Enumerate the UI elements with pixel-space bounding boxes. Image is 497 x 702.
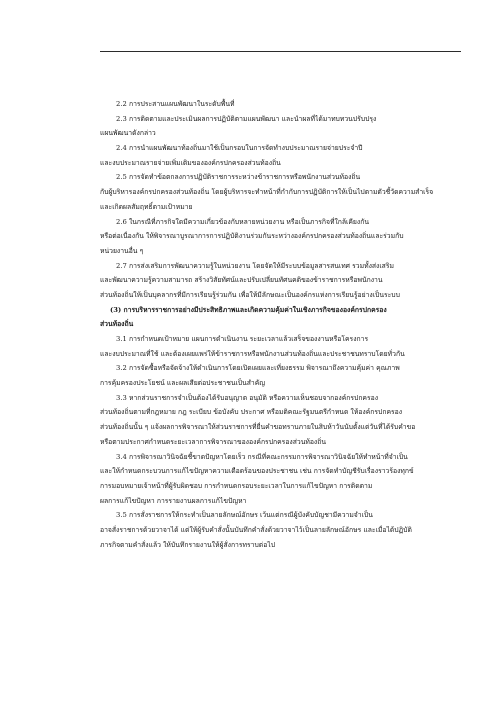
text-line: การคุ้มครองประโยชน์ และผลเสียต่อประชาชนเป็นสำคัญ [100,379,266,388]
text-line: 3.4 การพิจารณาวินิจฉัยชี้ขาดปัญหาโดยเร็ว กรณีที่คณะกรรมการพิจารณาวินิจฉัยให้ทำหน้าที่จำเป็น [116,452,408,461]
text-line: และงบประมาณรายจ่ายเพิ่มเติมขององค์กรปกครองส่วนท้องถิ่น [100,158,281,167]
text-line: ส่วนท้องถิ่นให้เป็นบุคลากรที่มีการเรียนรู้ร่วมกัน เพื่อให้มีลักษณะเป็นองค์กรแห่งการเรียนรู้อย่างเป็นระบบ [100,290,400,299]
text-line: 2.3 การติดตามและประเมินผลการปฏิบัติตามแผนพัฒนา และนำผลที่ได้มาทบทวนปรับปรุง [116,114,377,123]
text-line: 3.5 การสั่งราชการให้กระทำเป็นลายลักษณ์อักษร เว้นแต่กรณีผู้บังคับบัญชามีความจำเป็น [116,511,373,520]
text-line: และงบประมาณที่ใช้ และต้องเผยแพร่ให้ข้าราชการหรือพนักงานส่วนท้องถิ่นและประชาชนทราบโดยทั่วกัน [100,349,405,358]
header-rule [100,51,461,52]
document-body [100,97,460,552]
text-line: 2.2 การประสานแผนพัฒนาในระดับพื้นที่ [116,100,235,108]
text-line: ส่วนท้องถิ่นตามที่กฎหมาย กฎ ระเบียบ ข้อบังคับ ประกาศ หรือมติคณะรัฐมนตรีกำหนด ให้องค์กรปกครอง [100,408,403,417]
text-line: ส่วนท้องถิ่นนั้น ๆ แจ้งผลการพิจารณาให้ส่วนราชการที่ยื่นคำขอทราบภายในสิบห้าวันนับตั้งแต่วันที่ได้รับคำขอ [100,423,416,432]
text-line: 2.5 การจัดทำข้อตกลงการปฏิบัติราชการระหว่างข้าราชการหรือพนักงานส่วนท้องถิ่น [116,173,361,182]
text-line: (3) การบริหารราชการอย่างมีประสิทธิภาพและเกิดความคุ้มค่าในเชิงภารกิจขององค์กรปกครอง [110,305,387,314]
text-line: 2.4 การนำแผนพัฒนาท้องถิ่นมาใช้เป็นกรอบในการจัดทำงบประมาณรายจ่ายประจำปี [116,144,363,153]
text-line: ผลการแก้ไขปัญหา การรายงานผลการแก้ไขปัญหา [100,496,247,505]
text-line: หรือตามประกาศกำหนดระยะเวลาการพิจารณาขององค์กรปกครองส่วนท้องถิ่น [100,437,326,446]
text-line: อาจสั่งราชการด้วยวาจาได้ แต่ให้ผู้รับคำสั่งนั้นบันทึกคำสั่งด้วยวาจาไว้เป็นลายลักษณ์อักษร และเมื่อได้ปฏิบัติ [100,525,412,534]
text-line: หรือต่อเนื่องกัน ให้พิจารณาบูรณาการการปฏิบัติงานร่วมกันระหว่างองค์กรปกครองส่วนท้องถิ่นและร่วมกับ [100,232,404,241]
text-line: หน่วยงานอื่น ๆ [100,246,144,255]
text-line: 3.2 การจัดซื้อหรือจัดจ้างให้ดำเนินการโดยเปิดเผยและเที่ยงธรรม พิจารณาถึงความคุ้มค่า คุณภาพ [116,364,400,373]
text-line: และเกิดผลสัมฤทธิ์ตามเป้าหมาย [100,202,193,211]
text-line: 3.1 การกำหนดเป้าหมาย แผนการดำเนินงาน ระยะเวลาแล้วเสร็จของงานหรือโครงการ [116,335,369,343]
text-line: 2.6 ในกรณีที่ภารกิจใดมีความเกี่ยวข้องกับหลายหน่วยงาน หรือเป็นภารกิจที่ใกล้เคียงกัน [116,217,369,226]
text-line: แผนพัฒนาดังกล่าว [100,129,156,138]
text-line: กับผู้บริหารองค์กรปกครองส่วนท้องถิ่น โดยผู้บริหารจะทำหน้าที่กำกับการปฏิบัติการให้เป็นไปตามตัวชี้วัดความสำเร็จ [100,188,434,197]
text-line: ส่วนท้องถิ่น [100,320,134,329]
text-line: และพัฒนาความรู้ความสามารถ สร้างวิสัยทัศน์และปรับเปลี่ยนทัศนคติของข้าราชการหรือพนักงาน [100,276,383,285]
text-line: 3.3 หากส่วนราชการจำเป็นต้องได้รับอนุญาต อนุมัติ หรือความเห็นชอบจากองค์กรปกครอง [116,393,379,402]
text-line: และให้กำหนดกระบวนการแก้ไขปัญหาความเดือดร้อนของประชาชน เช่น การจัดทำบัญชีรับเรื่องราวร้องทุกข์ [100,467,414,476]
text-line: ภารกิจตามคำสั่งแล้ว ให้บันทึกรายงานให้ผู้สั่งการทราบต่อไป [100,540,276,549]
text-line: 2.7 การส่งเสริมการพัฒนาความรู้ในหน่วยงาน โดยจัดให้มีระบบข้อมูลสารสนเทศ รวมทั้งส่งเสริม [116,261,394,270]
text-line: การมอบหมายเจ้าหน้าที่ผู้รับผิดชอบ การกำหนดกรอบระยะเวลาในการแก้ไขปัญหา การติดตาม [100,481,373,490]
